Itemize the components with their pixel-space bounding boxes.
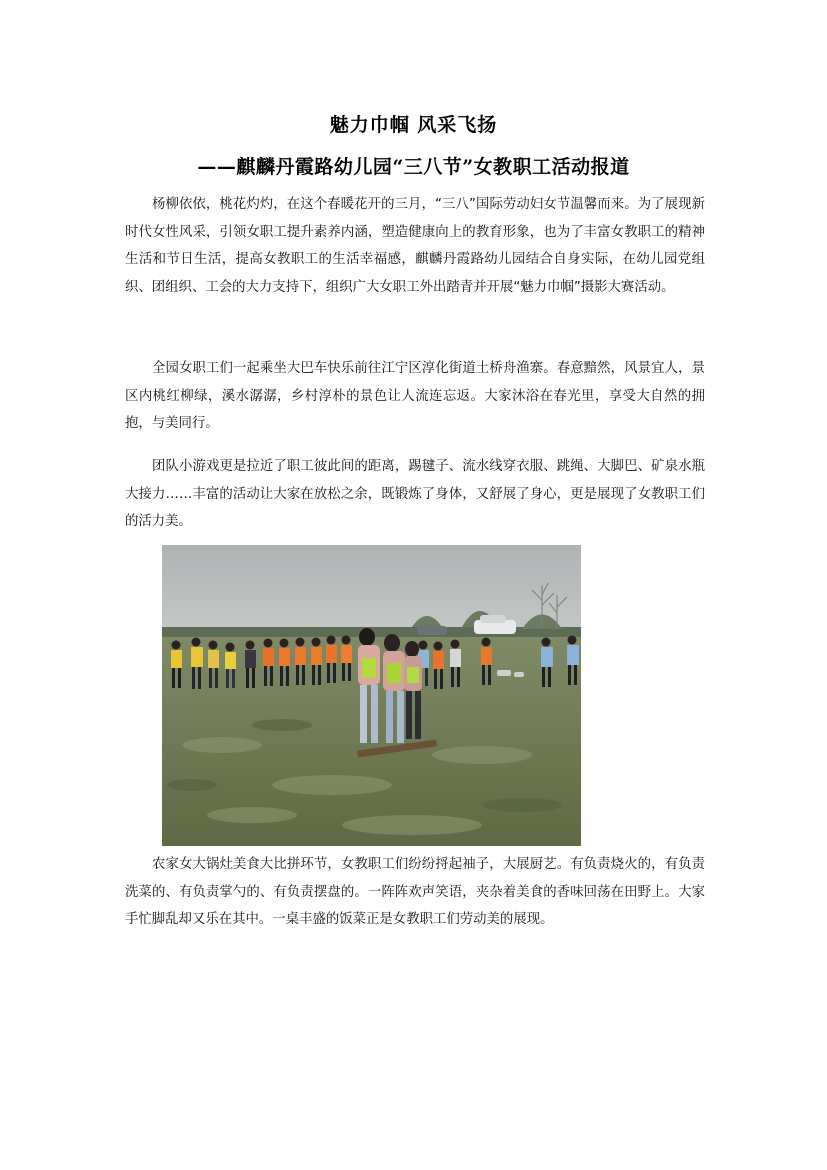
paragraph-intro: 杨柳依依，桃花灼灼，在这个春暖花开的三月，“三八”国际劳动妇女节温馨而来。为了展现新时代女性风采，引领女职工提升素养内涵，塑造健康向上的教育形象，也为了丰富女教职工的精神生活和节日生活，提高女教职工的生活幸福感，麒麟丹霞路幼儿园结合自身实际，在幼儿园党组织、团组织、工会的大力支持下，组织广大女职工外出踏青并开展“魅力巾帼”摄影大赛活动。 <box>125 197 705 295</box>
page-title: 魅力巾帼 风采飞扬 <box>329 114 498 136</box>
paragraph-games: 团队小游戏更是拉近了职工彼此间的距离，踢毽子、流水线穿衣服、跳绳、大脚巴、矿泉水瓶大接力……丰富的活动让大家在放松之余，既锻炼了身体，又舒展了身心，更是展现了女教职工们的活力美。 <box>125 459 705 529</box>
paragraph-trip: 全园女职工们一起乘坐大巴车快乐前往江宁区淳化街道土桥舟渔寨。春意黯然，风景宜人，景区内桃红柳绿，溪水潺潺，乡村淳朴的景色让人流连忘返。大家沐浴在春光里，享受大自然的拥抱，与美同行。 <box>125 361 705 431</box>
page-subtitle: ——麒麟丹霞路幼儿园“三八节”女教职工活动报道 <box>197 156 630 178</box>
photo-illustration <box>162 545 581 846</box>
activity-photo <box>162 545 581 846</box>
sky <box>162 545 581 635</box>
paragraph-cooking: 农家女大锅灶美食大比拼环节，女教职工们纷纷捋起袖子，大展厨艺。有负责烧火的，有负责洗菜的、有负责掌勺的、有负责摆盘的。一阵阵欢声笑语，夹杂着美食的香味回荡在田野上。大家手忙脚乱却又乐在其中。一桌丰盛的饭菜正是女教职工们劳动美的展现。 <box>125 857 705 927</box>
